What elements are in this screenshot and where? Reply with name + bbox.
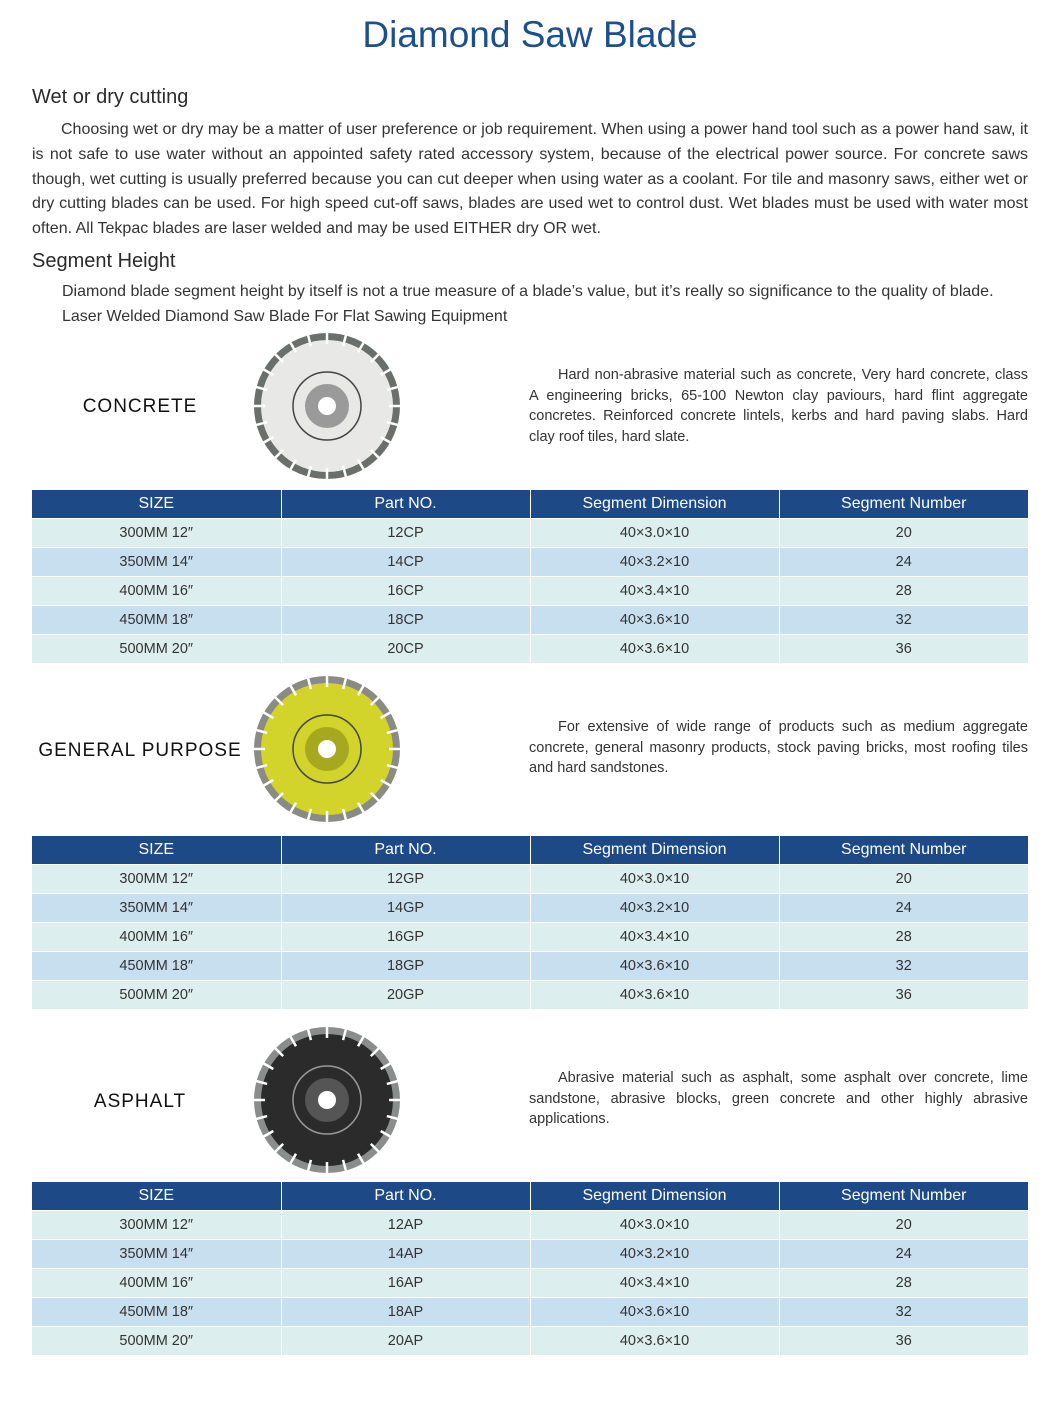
cell-part-no: 20AP bbox=[281, 1327, 530, 1356]
cell-size: 350MM 14″ bbox=[32, 548, 281, 577]
cell-number: 32 bbox=[779, 1298, 1028, 1327]
cell-number: 24 bbox=[779, 548, 1028, 577]
cell-number: 36 bbox=[779, 981, 1028, 1010]
col-segment-number: Segment Number bbox=[779, 836, 1028, 865]
cell-dimension: 40×3.6×10 bbox=[530, 1298, 779, 1327]
cell-size: 450MM 18″ bbox=[32, 952, 281, 981]
general-purpose-spec-table bbox=[32, 836, 1028, 1009]
cell-part-no: 14AP bbox=[281, 1240, 530, 1269]
cell-dimension: 40×3.0×10 bbox=[530, 1211, 779, 1240]
segment-height-heading: Segment Height bbox=[32, 250, 176, 272]
cell-dimension: 40×3.6×10 bbox=[530, 606, 779, 635]
cell-size: 450MM 18″ bbox=[32, 606, 281, 635]
table-header-row bbox=[32, 1182, 1028, 1211]
blade-arbor-hole bbox=[318, 397, 336, 415]
col-segment-dimension: Segment Dimension bbox=[530, 490, 779, 519]
col-part-no: Part NO. bbox=[281, 836, 530, 865]
col-size: SIZE bbox=[32, 1182, 281, 1211]
cell-size: 350MM 14″ bbox=[32, 1240, 281, 1269]
cell-size: 500MM 20″ bbox=[32, 635, 281, 664]
table-row bbox=[32, 577, 1028, 606]
col-segment-number: Segment Number bbox=[779, 1182, 1028, 1211]
cell-dimension: 40×3.0×10 bbox=[530, 519, 779, 548]
cell-part-no: 20CP bbox=[281, 635, 530, 664]
col-size: SIZE bbox=[32, 490, 281, 519]
cell-part-no: 12GP bbox=[281, 865, 530, 894]
cell-number: 28 bbox=[779, 577, 1028, 606]
cell-number: 28 bbox=[779, 1269, 1028, 1298]
table-row bbox=[32, 923, 1028, 952]
table-row bbox=[32, 519, 1028, 548]
table-row bbox=[32, 894, 1028, 923]
table-row bbox=[32, 1298, 1028, 1327]
table-row bbox=[32, 952, 1028, 981]
col-segment-dimension: Segment Dimension bbox=[530, 836, 779, 865]
cell-number: 24 bbox=[779, 894, 1028, 923]
cell-size: 450MM 18″ bbox=[32, 1298, 281, 1327]
cell-number: 20 bbox=[779, 519, 1028, 548]
table-row bbox=[32, 1269, 1028, 1298]
cell-dimension: 40×3.2×10 bbox=[530, 1240, 779, 1269]
cell-dimension: 40×3.6×10 bbox=[530, 1327, 779, 1356]
segment-height-text: Diamond blade segment height by itself is not a true measure of a blade’s value, but it’s really so significance to the quality of blade. bbox=[62, 283, 994, 300]
cell-size: 500MM 20″ bbox=[32, 1327, 281, 1356]
cell-dimension: 40×3.4×10 bbox=[530, 923, 779, 952]
cell-dimension: 40×3.4×10 bbox=[530, 577, 779, 606]
cell-size: 400MM 16″ bbox=[32, 1269, 281, 1298]
blade-arbor-hole bbox=[318, 1091, 336, 1109]
cell-part-no: 18CP bbox=[281, 606, 530, 635]
concrete-description: Hard non-abrasive material such as concrete, Very hard concrete, class A engineering bricks, 65-100 Newton clay paviours, hard flint aggregate concretes. Reinforced concrete lintels, kerbs and hard paving slabs. Hard clay roof tiles, hard slate. bbox=[529, 367, 1028, 445]
cell-number: 36 bbox=[779, 1327, 1028, 1356]
cell-part-no: 20GP bbox=[281, 981, 530, 1010]
cell-size: 400MM 16″ bbox=[32, 577, 281, 606]
cell-part-no: 16CP bbox=[281, 577, 530, 606]
cell-dimension: 40×3.6×10 bbox=[530, 952, 779, 981]
general-purpose-blade-image bbox=[252, 674, 402, 824]
table-header-row bbox=[32, 490, 1028, 519]
cell-number: 32 bbox=[779, 606, 1028, 635]
col-segment-number: Segment Number bbox=[779, 490, 1028, 519]
table-row bbox=[32, 548, 1028, 577]
cell-number: 36 bbox=[779, 635, 1028, 664]
cell-size: 300MM 12″ bbox=[32, 1211, 281, 1240]
blade-arbor-hole bbox=[318, 740, 336, 758]
concrete-spec-table bbox=[32, 490, 1028, 663]
general-purpose-description: For extensive of wide range of products such as medium aggregate concrete, general masonry products, stock paving bricks, most roofing tiles and hard sandstones. bbox=[529, 719, 1028, 776]
cell-size: 400MM 16″ bbox=[32, 923, 281, 952]
table-row bbox=[32, 1211, 1028, 1240]
table-row bbox=[32, 635, 1028, 664]
cell-part-no: 18AP bbox=[281, 1298, 530, 1327]
table-row bbox=[32, 1327, 1028, 1356]
cell-part-no: 16AP bbox=[281, 1269, 530, 1298]
table-row bbox=[32, 865, 1028, 894]
cell-dimension: 40×3.0×10 bbox=[530, 865, 779, 894]
cell-number: 20 bbox=[779, 1211, 1028, 1240]
cell-part-no: 18GP bbox=[281, 952, 530, 981]
col-part-no: Part NO. bbox=[281, 490, 530, 519]
cell-number: 28 bbox=[779, 923, 1028, 952]
cell-number: 32 bbox=[779, 952, 1028, 981]
section-label-general-purpose: GENERAL PURPOSE bbox=[38, 740, 242, 761]
table-header-row bbox=[32, 836, 1028, 865]
concrete-blade-image bbox=[252, 331, 402, 481]
cell-part-no: 12AP bbox=[281, 1211, 530, 1240]
cell-dimension: 40×3.4×10 bbox=[530, 1269, 779, 1298]
page-title: Diamond Saw Blade bbox=[362, 14, 698, 55]
section-label-asphalt: ASPHALT bbox=[93, 1091, 187, 1112]
table-row bbox=[32, 1240, 1028, 1269]
col-size: SIZE bbox=[32, 836, 281, 865]
cell-number: 24 bbox=[779, 1240, 1028, 1269]
asphalt-description: Abrasive material such as asphalt, some asphalt over concrete, lime sandstone, abrasive blocks, green concrete and other highly abrasive applications. bbox=[529, 1070, 1028, 1127]
table-row bbox=[32, 981, 1028, 1010]
wet-dry-paragraph: Choosing wet or dry may be a matter of user preference or job requirement. When using a power hand tool such as a power hand saw, it is not safe to use water without an appointed safety rated accessory system, because of the electrical power source. For concrete saws though, wet cutting is usually preferred because you can cut deeper when using water as a coolant. For tile and masonry saws, either wet or dry cutting blades can be used. For high speed cut-off saws, blades are used wet to control dust. Wet blades must be used with water most often. All Tekpac blades are laser welded and may be used EITHER dry OR wet. bbox=[32, 121, 1028, 238]
cell-dimension: 40×3.6×10 bbox=[530, 981, 779, 1010]
col-part-no: Part NO. bbox=[281, 1182, 530, 1211]
cell-size: 300MM 12″ bbox=[32, 519, 281, 548]
asphalt-blade-image bbox=[252, 1025, 402, 1175]
col-segment-dimension: Segment Dimension bbox=[530, 1182, 779, 1211]
wet-dry-heading: Wet or dry cutting bbox=[32, 86, 189, 108]
cell-number: 20 bbox=[779, 865, 1028, 894]
cell-dimension: 40×3.2×10 bbox=[530, 894, 779, 923]
cell-part-no: 16GP bbox=[281, 923, 530, 952]
cell-size: 300MM 12″ bbox=[32, 865, 281, 894]
cell-dimension: 40×3.6×10 bbox=[530, 635, 779, 664]
cell-part-no: 14CP bbox=[281, 548, 530, 577]
cell-part-no: 12CP bbox=[281, 519, 530, 548]
cell-part-no: 14GP bbox=[281, 894, 530, 923]
segment-height-subtitle: Laser Welded Diamond Saw Blade For Flat Sawing Equipment bbox=[62, 308, 508, 325]
cell-size: 350MM 14″ bbox=[32, 894, 281, 923]
asphalt-spec-table bbox=[32, 1182, 1028, 1355]
table-row bbox=[32, 606, 1028, 635]
cell-dimension: 40×3.2×10 bbox=[530, 548, 779, 577]
section-label-concrete: CONCRETE bbox=[82, 396, 198, 417]
cell-size: 500MM 20″ bbox=[32, 981, 281, 1010]
